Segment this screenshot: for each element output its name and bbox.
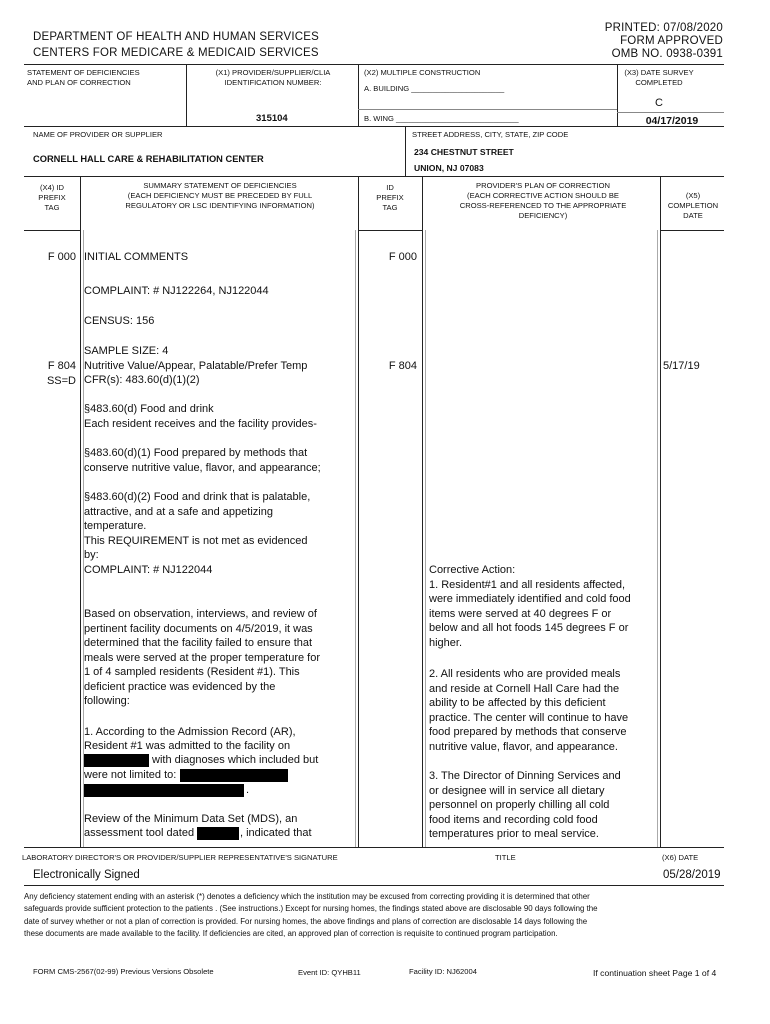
- x3-label: (X3) DATE SURVEY COMPLETED: [624, 68, 694, 87]
- disclaimer-text: Any deficiency statement ending with an asterisk (*) denotes a deficiency which the institution may be excused from correcting providing it is determined that other safeguards provide sufficient protection to the patients . (See instructions.) Except for nursing homes, the findings stated above are disclosable 90 days following the date of survey whether or not a plan of correction is provided. For nursing homes, the above findings and plans of correction are disclosable 14 days following the these documents are made available to the facility. If deficiencies are cited, an approved plan of correction is requisite to continued program participation.: [24, 892, 598, 938]
- period-mark: .: [246, 784, 250, 796]
- complaint-line: COMPLAINT: # NJ122264, NJ122044: [84, 285, 269, 297]
- x6-date-label: (X6) DATE: [662, 853, 699, 862]
- corrective-action-1: Corrective Action: 1. Resident#1 and all residents affected, were immediately identified and cold food items were served at 40 degrees F or below and all hot foods 145 degrees F or higher.: [429, 564, 631, 649]
- page-indicator: If continuation sheet Page 1 of 4: [593, 968, 717, 978]
- provider-name: CORNELL HALL CARE & REHABILITATION CENTER: [33, 154, 264, 164]
- census: CENSUS: 156: [84, 315, 155, 327]
- corrective-action-2: 2. All residents who are provided meals and reside at Cornell Hall Care had the ability to be affected by this deficient practice. The center will continue to have food prepared by methods that conserve nutritive value, flavor, and appearance.: [429, 668, 629, 753]
- id-tag-f000: F 000: [388, 251, 417, 263]
- statement-label: STATEMENT OF DEFICIENCIES AND PLAN OF CORRECTION: [27, 68, 140, 87]
- wing-field: B. WING _____________________________: [364, 114, 519, 123]
- title-label: TITLE: [495, 853, 516, 862]
- redaction-block: [180, 769, 288, 782]
- tag-ss: SS=D: [46, 375, 76, 387]
- resident-admitted-line: Resident #1 was admitted to the facility on: [84, 740, 291, 752]
- plan-header: PROVIDER'S PLAN OF CORRECTION (EACH CORRECTIVE ACTION SHOULD BE CROSS-REFERENCED TO THE APPROPRIATE DEFICIENCY): [459, 181, 627, 220]
- provider-id: 315104: [256, 113, 288, 124]
- city-state-zip: UNION, NJ 07083: [414, 163, 484, 173]
- street-address: 234 CHESTNUT STREET: [414, 147, 514, 157]
- electronic-signature: Electronically Signed: [33, 869, 140, 881]
- x4-header: (X4) ID PREFIX TAG: [38, 183, 66, 212]
- id-tag-f804: F 804: [388, 360, 417, 372]
- omb-number: OMB NO. 0938-0391: [611, 48, 723, 60]
- summary-header: SUMMARY STATEMENT OF DEFICIENCIES (EACH DEFICIENCY MUST BE PRECEDED BY FULL REGULATORY OR LSC IDENTIFYING INFORMATION): [125, 181, 315, 210]
- tag-f804: F 804: [47, 360, 76, 372]
- facility-id: Facility ID: NJ62004: [409, 967, 477, 976]
- tag-f000: F 000: [47, 251, 76, 263]
- x2-label: (X2) MULTIPLE CONSTRUCTION: [364, 68, 481, 77]
- redaction-block: [197, 827, 239, 840]
- printed-date: PRINTED: 07/08/2020: [604, 22, 723, 34]
- redaction-block: [84, 784, 244, 797]
- survey-date: 04/17/2019: [645, 115, 699, 127]
- event-id: Event ID: QYHB11: [298, 968, 361, 977]
- indicated-that: , indicated that: [240, 827, 312, 839]
- regulation-483-60d: §483.60(d) Food and drink Each resident receives and the facility provides-: [84, 403, 317, 430]
- corrective-action-3: 3. The Director of Dinning Services and or designee will in service all dietary personnel on properly chilling all cold food items and recording cold food temperatures prior to meal service.: [429, 770, 621, 840]
- form-number: FORM CMS-2567(02-99) Previous Versions Obsolete: [33, 967, 214, 976]
- diagnoses-line: with diagnoses which included but: [152, 754, 319, 766]
- form-approved: FORM APPROVED: [620, 35, 723, 47]
- assessment-tool-line: assessment tool dated: [84, 827, 195, 839]
- department-name: DEPARTMENT OF HEALTH AND HUMAN SERVICES: [33, 31, 319, 43]
- building-field: A. BUILDING ______________________: [364, 84, 505, 93]
- initial-comments: INITIAL COMMENTS: [84, 251, 189, 263]
- sample-size-block: SAMPLE SIZE: 4 Nutritive Value/Appear, Palatable/Prefer Temp CFR(s): 483.60(d)(1)(2): [84, 345, 308, 386]
- agency-name: CENTERS FOR MEDICARE & MEDICAID SERVICES: [33, 47, 319, 59]
- completion-date: 5/17/19: [663, 360, 700, 372]
- x1-label: (X1) PROVIDER/SUPPLIER/CLIA IDENTIFICATION NUMBER:: [215, 68, 331, 87]
- mds-review-line: Review of the Minimum Data Set (MDS), an: [84, 813, 298, 825]
- survey-c: C: [655, 97, 663, 109]
- signature-label: LABORATORY DIRECTOR'S OR PROVIDER/SUPPLIER REPRESENTATIVE'S SIGNATURE: [22, 853, 338, 862]
- signature-date: 05/28/2019: [663, 869, 721, 881]
- provider-name-label: NAME OF PROVIDER OR SUPPLIER: [33, 130, 163, 139]
- admission-record-line: 1. According to the Admission Record (AR),: [84, 726, 296, 738]
- x5-header: (X5) COMPLETION DATE: [667, 191, 719, 220]
- address-label: STREET ADDRESS, CITY, STATE, ZIP CODE: [412, 130, 569, 139]
- findings-paragraph: Based on observation, interviews, and review of pertinent facility documents on 4/5/2019, it was determined that the facility failed to ensure that meals were served at the proper temperature for 1 of 4 sampled residents (Resident #1). This deficient practice was evidenced by the following:: [84, 608, 321, 707]
- regulation-483-60d1: §483.60(d)(1) Food prepared by methods that conserve nutritive value, flavor, and appearance;: [84, 447, 321, 474]
- id-header: ID PREFIX TAG: [376, 183, 404, 212]
- redaction-block: [84, 754, 149, 767]
- regulation-483-60d2: §483.60(d)(2) Food and drink that is palatable, attractive, and at a safe and appetizing temperature. This REQUIREMENT is not met as evidenced by: COMPLAINT: # NJ122044: [84, 491, 311, 576]
- not-limited-line: were not limited to:: [84, 769, 177, 781]
